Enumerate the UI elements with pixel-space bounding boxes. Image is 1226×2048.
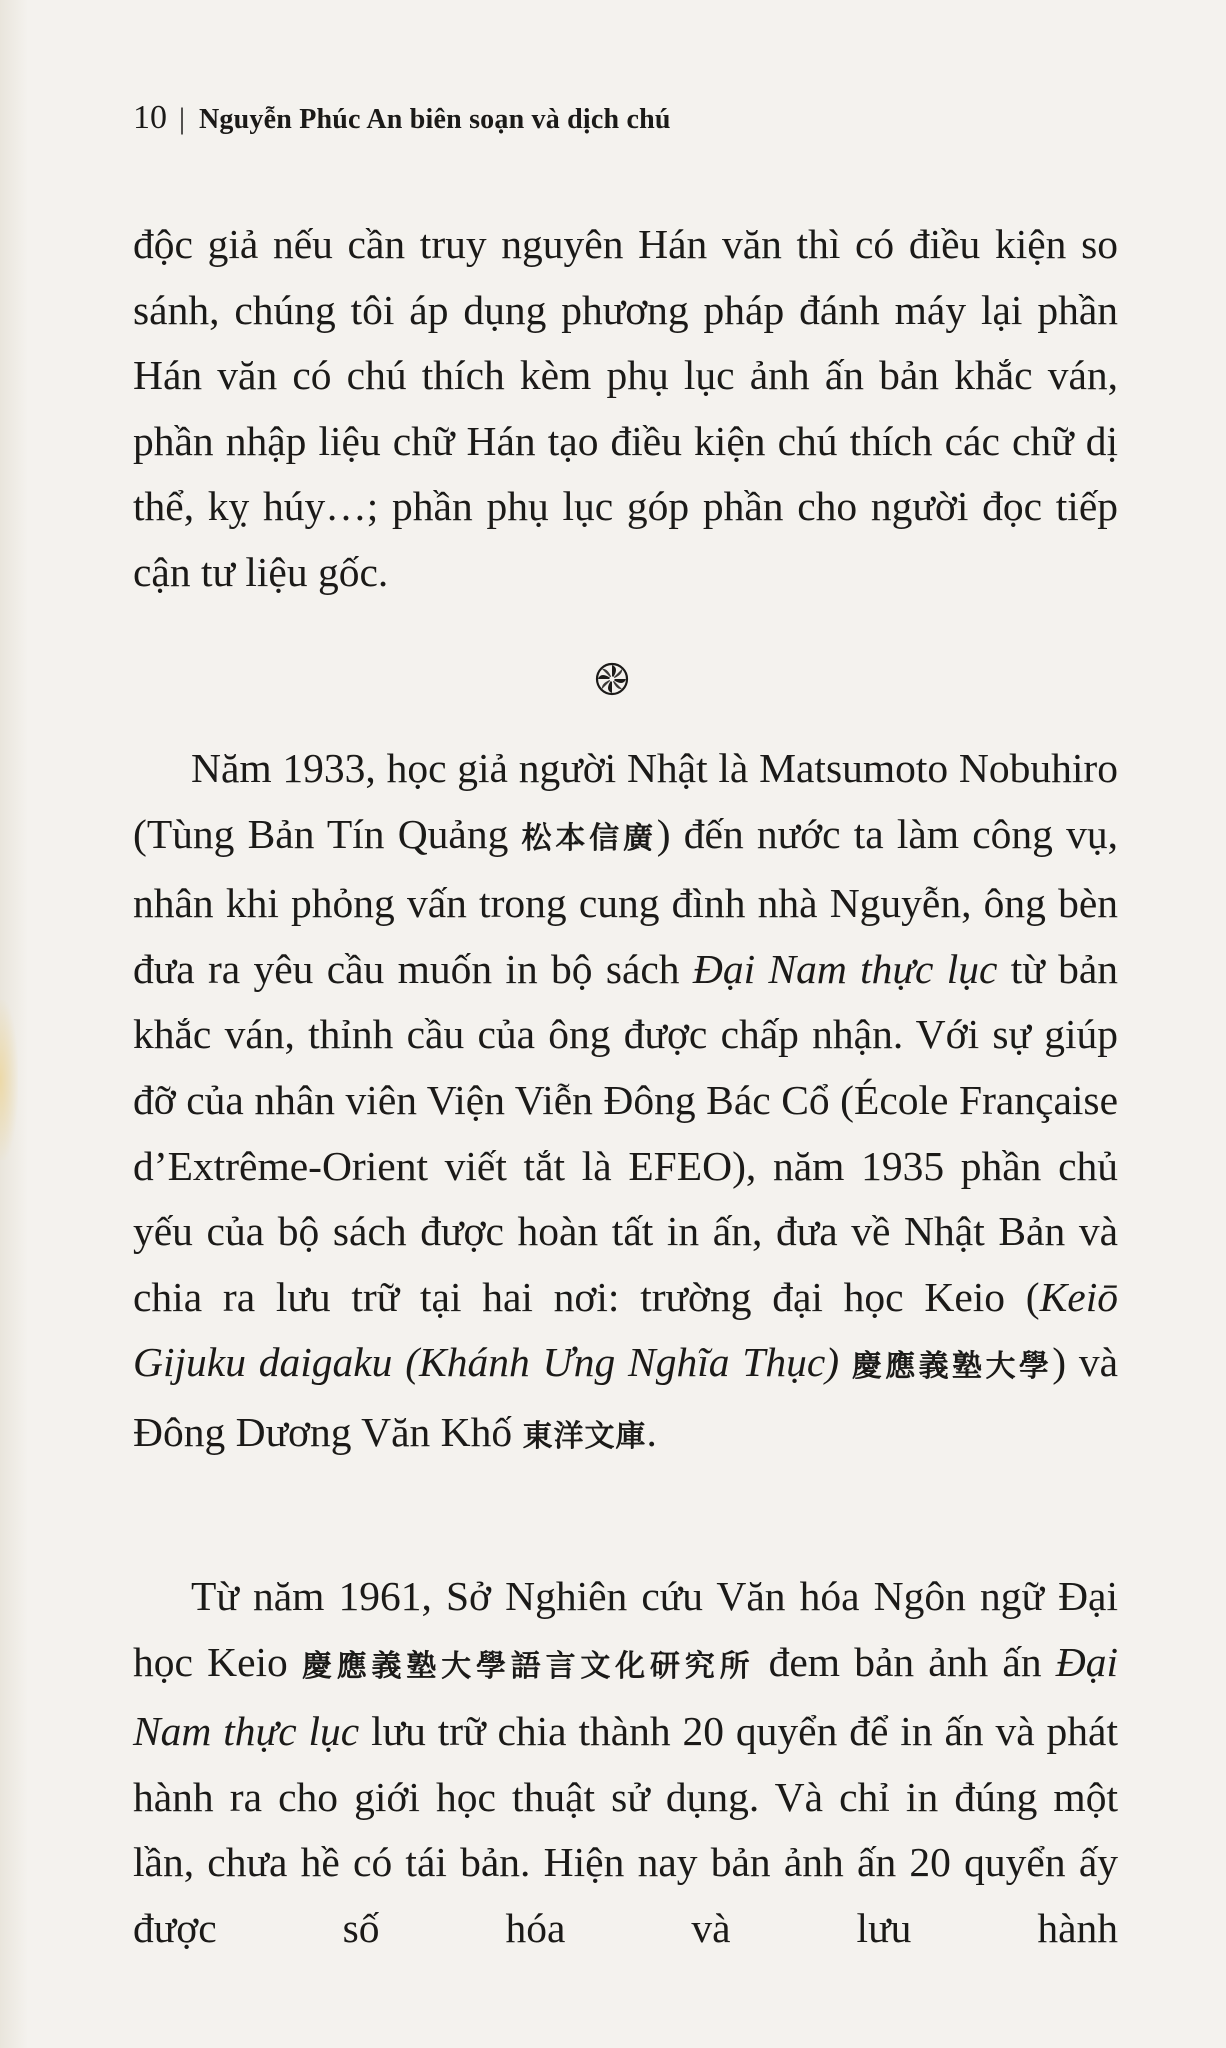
p3-text-2: đem bản ảnh ấn (754, 1638, 1056, 1685)
paragraph-2-text (133, 736, 1118, 1470)
p3-book-title: Đại Nam thực lục (133, 1638, 1119, 1755)
paragraph-matsumoto (133, 736, 1118, 1470)
p2-text-3: từ bản khắc ván, thỉnh cầu của ông được chấp nhận. Với sự giúp đỡ của nhân viên Viện Viễn Đông Bác Cổ (École Française d’Extrême-Orient viết tắt là EFEO), năm 1935 phần chủ yếu của bộ sách được hoàn tất in ấn, đưa về Nhật Bản và chia ra lưu trữ tại hai nơi: trường đại học Keio ( (133, 945, 1118, 1320)
p3-text-1: Từ năm 1961, Sở Nghiên cứu Văn hóa Ngôn ngữ Đại học Keio (133, 1573, 1118, 1685)
p2-text-6: . (646, 1408, 657, 1455)
page-stain (0, 1000, 18, 1160)
paragraph-continuation (133, 212, 1118, 606)
paragraph-keio-1961 (133, 1564, 1118, 1962)
p3-text-3: lưu trữ chia thành 20 quyển để in ấn và phát hành ra cho giới học thuật sử dụng. Và chỉ in đúng một lần, chưa hề có tái bản. Hiện nay bản ảnh ấn 20 quyển ấy được số hóa và lưu hành (133, 1708, 1119, 1951)
p2-text-4 (839, 1339, 852, 1385)
p3-han-institute: 慶應義塾大學語言文化研究所 (301, 1648, 755, 1684)
page-number: 10 (133, 99, 167, 136)
p2-han-name: 松本信廣 (521, 820, 657, 856)
p2-keio-name: Keiō Gijuku daigaku (Khánh Ưng Nghĩa Thục) (133, 1273, 1118, 1386)
running-header (133, 98, 671, 140)
p2-text-1: Năm 1933, học giả người Nhật là Matsumoto Nobuhiro (Tùng Bản Tín Quảng (133, 745, 1118, 857)
p2-han-toyo-bunko: 東洋文庫 (522, 1418, 647, 1454)
paragraph-1-text: độc giả nếu cần truy nguyên Hán văn thì có điều kiện so sánh, chúng tôi áp dụng phương pháp đánh máy lại phần Hán văn có chú thích kèm phụ lục ảnh ấn bản khắc ván, phần nhập liệu chữ Hán tạo điều kiện chú thích các chữ dị thể, kỵ húy…; phần phụ lục góp phần cho người đọc tiếp cận tư liệu gốc. (133, 221, 1118, 595)
p2-book-title: Đại Nam thực lục (692, 945, 998, 992)
p2-han-keio: 慶應義塾大學 (851, 1349, 1053, 1385)
p2-text-5: ) và Đông Dương Văn Khố (133, 1339, 1119, 1455)
pinwheel-ornament-icon (595, 662, 629, 696)
p2-text-2: ) đến nước ta làm công vụ, nhân khi phỏng vấn trong cung đình nhà Nguyễn, ông bèn đưa ra yêu cầu muốn in bộ sách (133, 810, 1118, 992)
paragraph-3-text (133, 1564, 1118, 1962)
header-separator: | (179, 102, 186, 135)
running-title: Nguyễn Phúc An biên soạn và dịch chú (199, 104, 671, 135)
